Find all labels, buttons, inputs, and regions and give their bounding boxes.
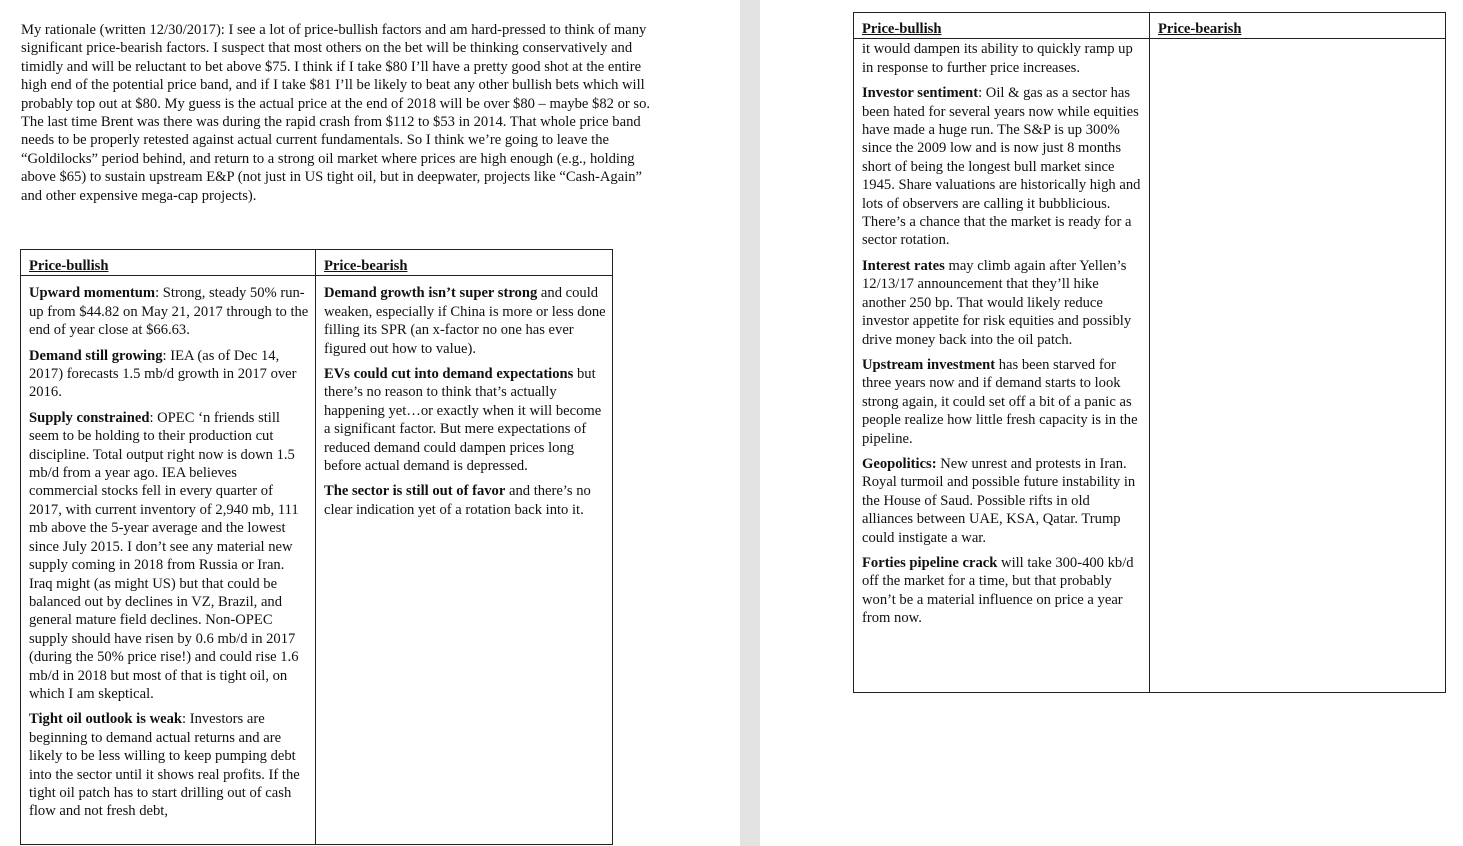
factor-item: Upstream investment has been starved for three years now and if demand starts to look strong again, it could set off a bit of a panic as people realize how little fresh capacity is in the pipeline. [862,356,1138,447]
rationale-paragraph: My rationale (written 12/30/2017): I see a lot of price-bullish factors and am hard-pressed to think of many significant price-bearish factors. I suspect that most others on the bet will be thinking conservatively and timidly and will be reluctant to bet above $75. I think if I take $80 I’ll have a pretty good shot at the entire high end of the potential price band, and if I take $81 I’ll be likely to beat any other bullish bets which will probably top out at $80. My guess is the actual price at the end of 2018 will be over $80 – maybe $82 or so. The last time Brent was there was during the rapid crash from $112 to $53 in 2014. That whole price band needs to be properly retested against actual current fundamentals. So I think we’re going to leave the “Goldilocks” period behind, and return to a strong oil market where prices are high enough (e.g., holding above $65) to sustain upstream E&P (not just in US tight oil, but in deepwater, projects like “Cash-Again” and other expensive mega-cap projects). [21,22,651,204]
page-gutter [740,0,760,846]
factor-item: Investor sentiment: Oil & gas as a sector has been hated for several years now while equities have made a huge run. The S&P is up 300% since the 2009 low and is now just 8 months short of being the longest bull market since 1945. Share valuations are historically high and lots of observers are calling it bubblicious. There’s a chance that the market is ready for a sector rotation. [862,85,1141,249]
factor-item: Supply constrained: OPEC ‘n friends still seem to be holding to their production cut discipline. Total output right now is down 1.5 mb/d from a year ago. IEA believes commercial stocks fell in every quarter of 2017, with current inventory of 2,940 mb, 111 mb above the 5-year average and the lowest since July 2015. I don’t see any material new supply coming in 2018 from Russia or Iran. Iraq might (as might US) but that could be balanced out by declines in VZ, Brazil, and general mature field declines. Non-OPEC supply should have risen by 0.6 mb/d in 2017 (during the 50% price rise!) and could rise 1.6 mb/d in 2018 but most of that is tight oil, on which I am skeptical. [29,409,299,702]
factor-item: Demand still growing: IEA (as of Dec 14, 2017) forecasts 1.5 mb/d growth in 2017 over 2016. [29,347,297,401]
factor-item: Interest rates may climb again after Yellen’s 12/13/17 announcement that they’ll hike another 250 bp. That would likely reduce investor appetite for risk equities and possibly drive money back into the oil patch. [862,257,1132,348]
bullish-header: Price-bullish [854,13,1150,39]
factor-item: Demand growth isn’t super strong and could weaken, especially if China is more or less done filling its SPR (an x-factor no one has ever figured out how to value). [324,285,606,357]
factor-item: Upward momentum: Strong, steady 50% run-up from $44.82 on May 21, 2017 through to the end of year close at $66.63. [29,285,309,339]
factor-item: EVs could cut into demand expectations but there’s no reason to think that’s actually happening yet…or exactly when it will become a significant factor. But mere expectations of reduced demand could dampen prices long before actual demand is depressed. [324,366,602,475]
factor-item: The sector is still out of favor and there’s no clear indication yet of a rotation back into it. [324,483,591,518]
bullish-cell [854,39,1150,693]
factor-item: Forties pipeline crack will take 300-400 kb/d off the market for a time, but that probably won’t be a material influence on price a year from now. [862,554,1134,627]
bullish-header: Price-bullish [21,250,316,276]
bearish-cell [316,276,613,845]
factors-table-continued [853,12,1446,693]
bearish-cell-empty [1150,39,1446,693]
bearish-header: Price-bearish [316,250,613,276]
factors-table [20,249,613,845]
factor-item: Geopolitics: New unrest and protests in Iran. Royal turmoil and possible future instability in the House of Saud. Possible rifts in old alliances between UAE, KSA, Qatar. Trump could instigate a war. [862,455,1136,546]
factor-item: Tight oil outlook is weak: Investors are beginning to demand actual returns and are likely to be less willing to keep pumping debt into the sector until it shows real profits. If the tight oil patch has to start drilling out of cash flow and not fresh debt, [29,711,300,820]
bearish-header: Price-bearish [1150,13,1446,39]
bullish-cell [21,276,316,845]
factor-item: it would dampen its ability to quickly ramp up in response to further price increases. [862,41,1133,76]
